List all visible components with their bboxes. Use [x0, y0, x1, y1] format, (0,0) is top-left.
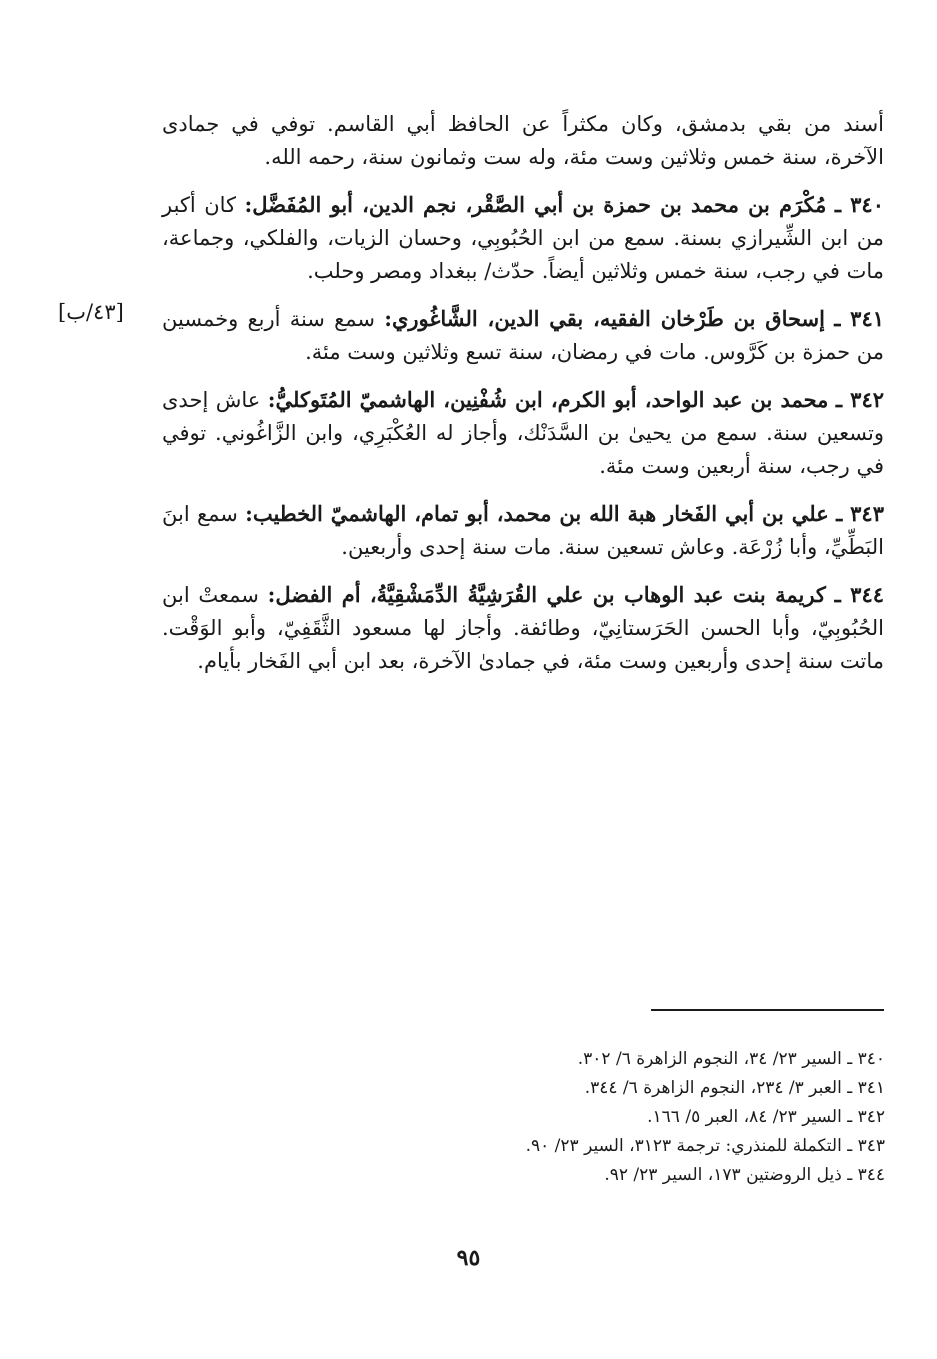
entry-name: علي بن أبي الفَخار هبة الله بن محمد، أبو تمام، الهاشميّ الخطيب:	[245, 501, 829, 526]
entry-number: ٣٤٢ ـ	[835, 387, 885, 412]
page-number: ٩٥	[456, 1245, 481, 1271]
footnote-divider	[651, 1009, 884, 1011]
entry-name: إسحاق بن طَرْخان الفقيه، بقي الدين، الشَّاغُوري:	[384, 306, 825, 331]
entry-text: سمع سنة أربع وخمسين من حمزة بن كَرَّوس. مات في رمضان، سنة تسع وثلاثين وست مئة.	[162, 307, 884, 364]
entry-343	[162, 497, 884, 564]
paragraph-continuation	[162, 108, 884, 174]
main-text	[162, 108, 884, 692]
entry-number: ٣٤١ ـ	[834, 306, 885, 331]
entry-text: سمعتْ ابن الحُبُوبِيّ، وأبا الحسن الحَرَستانِيّ، وطائفة. وأجاز لها مسعود الثَّقَفِيّ، وأبو الوَقْت. ماتت سنة إحدى وأربعين وست مئة، في جمادىٰ الآخرة، بعد ابن أبي الفَخار بأيام.	[162, 583, 884, 673]
footnote-item: ٣٤٢ ـ السير ٢٣/ ٨٤، العبر ٥/ ١٦٦.	[647, 1107, 885, 1127]
entry-number: ٣٤٤ ـ	[834, 582, 885, 607]
footnote-item: ٣٤٤ ـ ذيل الروضتين ١٧٣، السير ٢٣/ ٩٢.	[604, 1165, 885, 1185]
manuscript-folio-marker: [٤٣/ب]	[58, 300, 124, 324]
paragraph-text: أسند من بقي بدمشق، وكان مكثراً عن الحافظ أبي القاسم. توفي في جمادى الآخرة، سنة خمس وثلاثين وست مئة، وله ست وثمانون سنة، رحمه الله.	[162, 112, 884, 169]
footnote-item: ٣٤٣ ـ التكملة للمنذري: ترجمة ٣١٢٣، السير ٢٣/ ٩٠.	[525, 1136, 885, 1156]
footnote-item: ٣٤١ ـ العبر ٣/ ٢٣٤، النجوم الزاهرة ٦/ ٣٤٤.	[584, 1078, 885, 1098]
entry-340	[162, 188, 884, 288]
entry-name: مُكْرَم بن محمد بن حمزة بن أبي الصَّقْر، نجم الدين، أبو المُفَضَّل:	[244, 192, 827, 217]
footnotes-list	[385, 1045, 885, 1190]
entry-341	[162, 302, 884, 369]
entry-number: ٣٤٠ ـ	[834, 192, 884, 217]
entry-text: سمع ابنَ البَطِّيِّ، وأبا زُرْعَة. وعاش تسعين سنة. مات سنة إحدى وأربعين.	[162, 502, 884, 559]
entry-text: كان أكبر من ابن الشِّيرازي بسنة. سمع من ابن الحُبُوبِي، وحسان الزيات، والفلكي، وجماعة، مات في رجب، سنة خمس وثلاثين أيضاً. حدّث/ ببغداد ومصر وحلب.	[162, 193, 884, 283]
entry-name: محمد بن عبد الواحد، أبو الكرم، ابن شُفْنِين، الهاشميّ المُتَوكليُّ:	[267, 387, 829, 412]
entry-344	[162, 578, 884, 678]
entry-name: كريمة بنت عبد الوهاب بن علي القُرَشِيَّةُ الدِّمَشْقِيَّةُ، أم الفضل:	[267, 582, 826, 607]
footnote-item: ٣٤٠ ـ السير ٢٣/ ٣٤، النجوم الزاهرة ٦/ ٣٠٢.	[577, 1049, 885, 1069]
entry-342	[162, 383, 884, 483]
entry-number: ٣٤٣ ـ	[836, 501, 884, 526]
entry-text: عاش إحدى وتسعين سنة. سمع من يحيىٰ بن السَّدَنْك، وأجاز له العُكْبَرِي، وابن الزَّاغُوني. توفي في رجب، سنة أربعين وست مئة.	[162, 388, 884, 478]
